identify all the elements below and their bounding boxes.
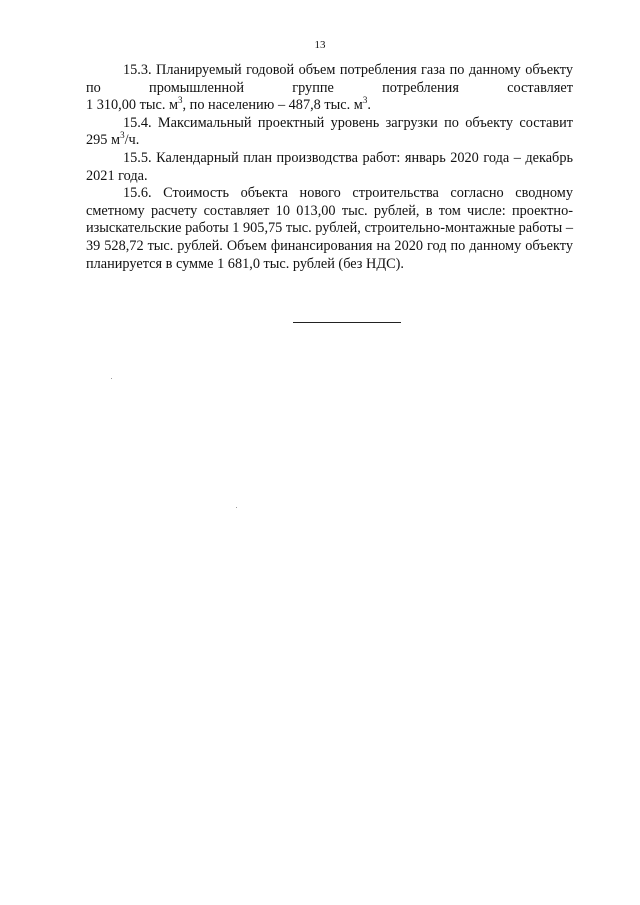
cubic-superscript: 3 bbox=[178, 95, 183, 106]
paragraph-15-5-text: 15.5. Календарный план производства работ: январь 2020 года – декабрь 2021 года. bbox=[86, 149, 573, 184]
cubic-superscript: 3 bbox=[362, 95, 368, 106]
document-body bbox=[86, 62, 573, 273]
scan-speck bbox=[111, 378, 112, 379]
page-number: 13 bbox=[314, 39, 326, 51]
end-of-text-rule bbox=[293, 322, 401, 323]
paragraph-15-5 bbox=[86, 150, 573, 185]
gas-volume-industrial: 1 310,00 тыс. м bbox=[86, 97, 179, 114]
paragraph-15-4-unit: /ч. bbox=[124, 132, 140, 149]
paragraph-15-4-text: 15.4. Максимальный проектный уровень загрузки по объекту составит 295 м bbox=[86, 114, 573, 149]
paragraph-15-4 bbox=[86, 115, 573, 150]
paragraph-15-3-tail bbox=[86, 97, 573, 115]
paragraph-15-3 bbox=[86, 62, 573, 97]
scan-speck bbox=[236, 507, 237, 508]
sentence-end: . bbox=[367, 97, 371, 114]
cubic-superscript: 3 bbox=[120, 130, 125, 141]
paragraph-15-6-text: 15.6. Стоимость объекта нового строительства согласно сводному сметному расчету составляет 10 013,00 тыс. рублей, в том числе: проектно-изыскательские работы 1 905,75 тыс. рублей, строительно-монтажные работы – 39 528,72 тыс. рублей. Объем финансирования на 2020 год по данному объекту планируется в сумме 1 681,0 тыс. рублей (без НДС). bbox=[86, 185, 573, 272]
gas-volume-population: , по населению – 487,8 тыс. м bbox=[182, 97, 363, 114]
paragraph-15-6 bbox=[86, 185, 573, 273]
paragraph-15-3-text: 15.3. Планируемый годовой объем потребления газа по данному объекту по промышленной группе потребления составляет bbox=[86, 62, 573, 96]
